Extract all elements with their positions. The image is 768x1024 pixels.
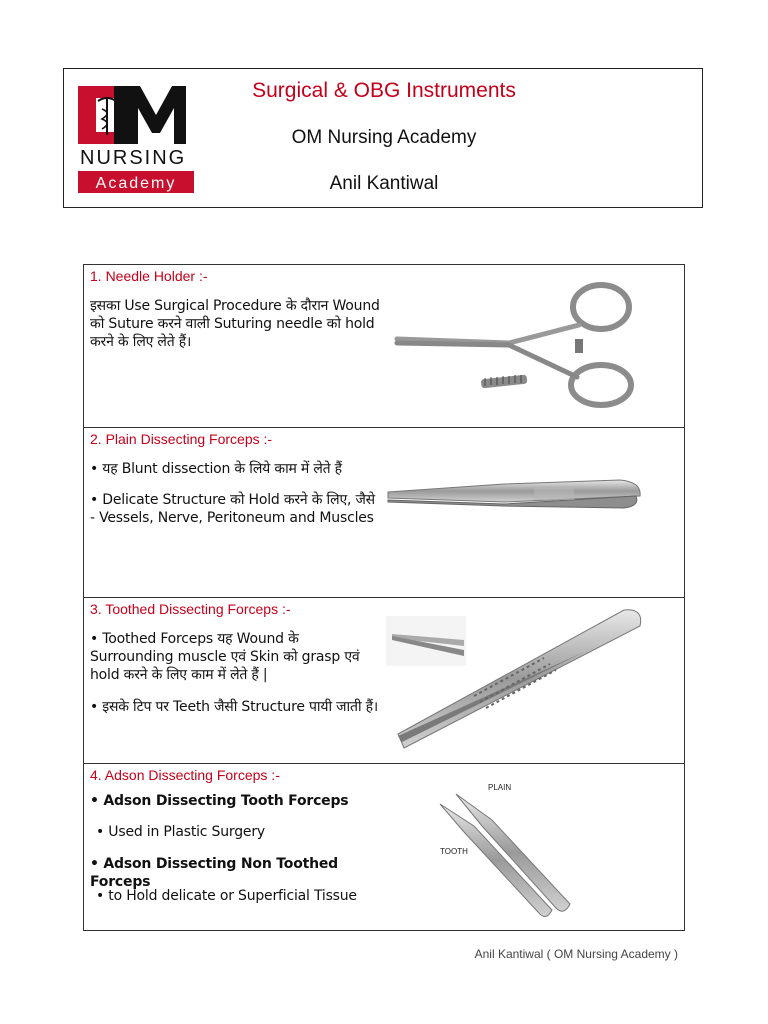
om-nursing-academy-logo [76,83,202,195]
section-paragraph: इसका Use Surgical Procedure के दौरान Wound को Suture करने वाली Suturing needle को hold करने के लिए लेते हैं। [90,298,380,350]
instrument-table [83,264,685,931]
section-plain-dissecting-forceps [84,427,684,597]
section-paragraph: • Delicate Structure को Hold करने के लिए, जैसे - Vessels, Nerve, Peritoneum and Muscles [90,492,375,526]
section-paragraph: • Toothed Forceps यह Wound के Surrounding muscle एवं Skin को grasp एवं hold करने के लिए काम में लेते हैं | [90,631,360,683]
header-box [63,68,703,208]
author-name: Anil Kantiwal [329,173,439,194]
adson-tooth-forceps-use: • Used in Plastic Surgery [96,824,265,840]
adson-non-toothed-forceps-use: • to Hold delicate or Superficial Tissue [96,888,357,904]
section-title: 1. Needle Holder :- [90,268,208,284]
academy-name: OM Nursing Academy [291,127,477,148]
footer-text: Anil Kantiwal ( OM Nursing Academy ) [474,947,678,961]
image-label-plain: PLAIN [488,783,512,792]
toothed-forceps-image [384,606,649,754]
adson-non-toothed-forceps-label: • Adson Dissecting Non Toothed Forceps [90,856,338,890]
logo-word-academy: Academy [95,175,177,192]
section-adson-dissecting-forceps [84,763,684,930]
section-toothed-dissecting-forceps [84,597,684,763]
section-title: 2. Plain Dissecting Forceps :- [90,431,273,447]
section-paragraph: • इसके टिप पर Teeth जैसी Structure पायी जाती हैं। [90,699,378,715]
document-title: Surgical & OBG Instruments [252,79,516,102]
section-title: 4. Adson Dissecting Forceps :- [90,767,280,783]
needle-holder-image [389,281,644,409]
section-title: 3. Toothed Dissecting Forceps :- [90,601,291,617]
adson-tooth-forceps-label: • Adson Dissecting Tooth Forceps [90,793,349,809]
plain-forceps-image [384,478,646,538]
section-needle-holder [84,265,684,427]
image-label-tooth: TOOTH [440,847,468,856]
adson-forceps-image [434,776,594,926]
section-paragraph: • यह Blunt dissection के लिये काम में लेते हैं [90,461,342,477]
logo-word-nursing: NURSING [80,147,187,169]
